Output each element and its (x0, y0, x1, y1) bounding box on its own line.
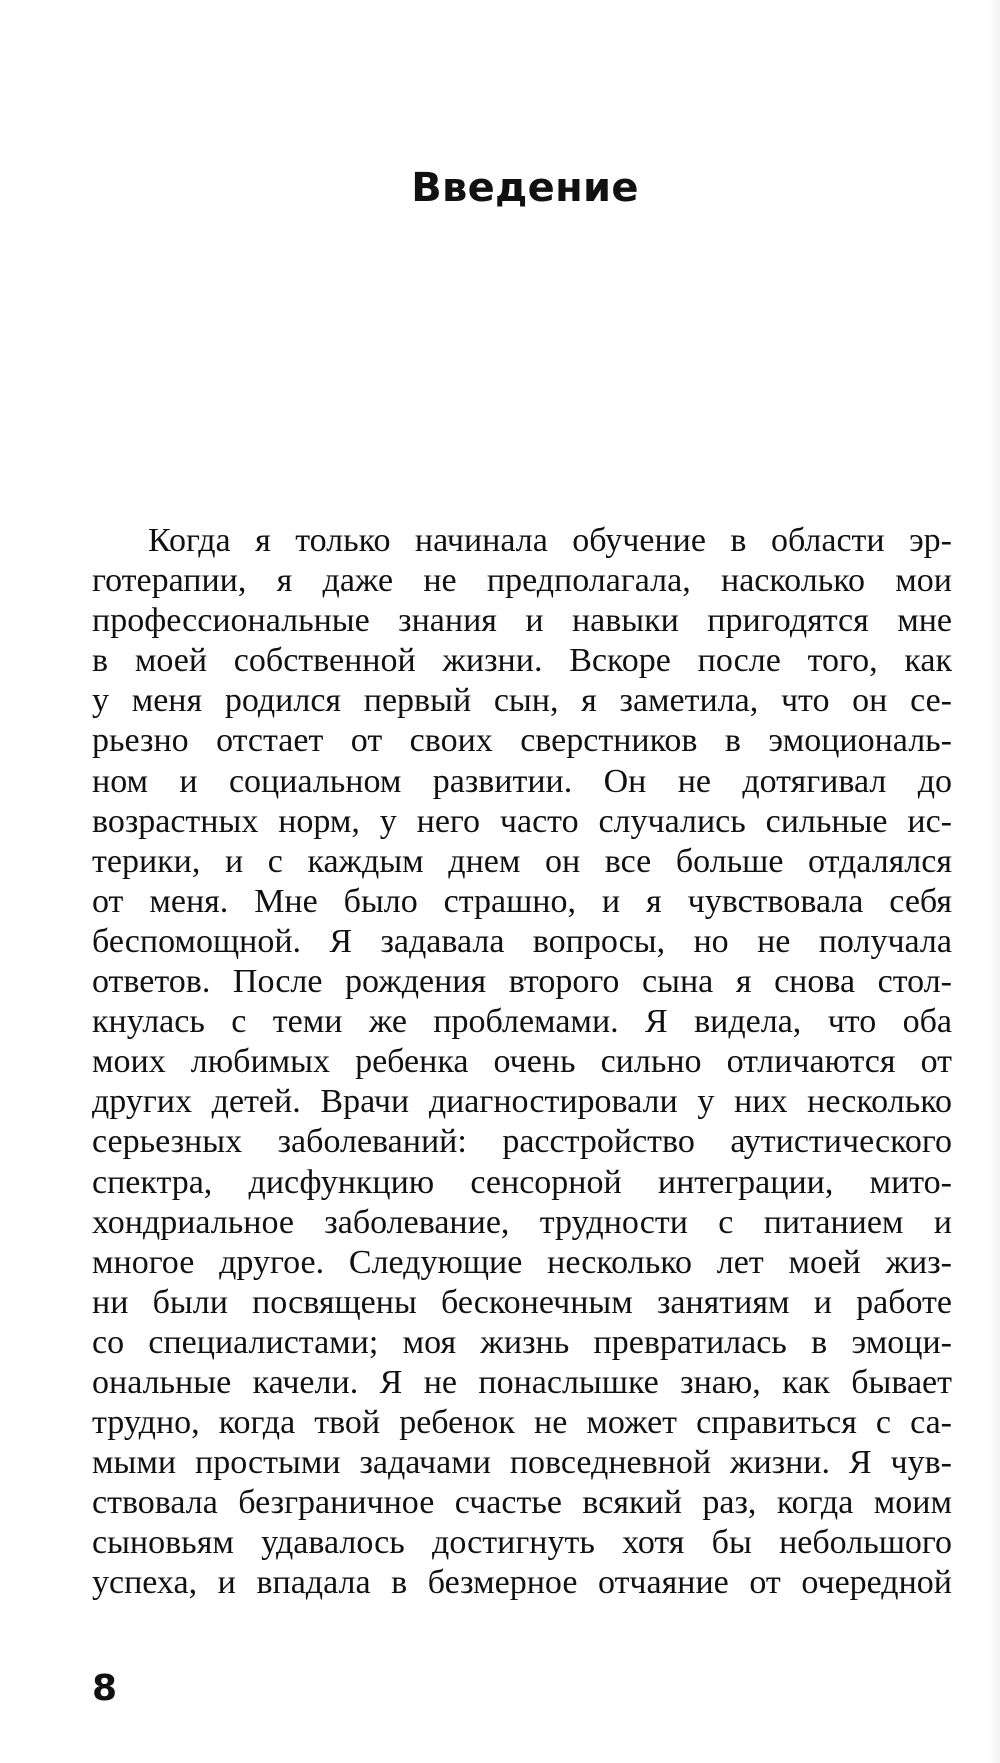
paragraph-line: успеха, и впадала в безмерное отчаяние от очередной (92, 1564, 952, 1602)
paragraph-line: Когда я только начинала обучение в области эр- (148, 522, 952, 559)
paragraph-line: от меня. Мне было страшно, и я чувствовала себя (92, 882, 952, 920)
page-number: 8 (92, 1668, 118, 1709)
paragraph-line: со специалистами; моя жизнь превратилась в эмоци- (92, 1323, 952, 1361)
paragraph-line: хондриальное заболевание, трудности с питанием и (92, 1203, 952, 1241)
paragraph-line: у меня родился первый сын, я заметила, что он се- (92, 682, 952, 720)
paragraph-line: в моей собственной жизни. Вскоре после того, как (92, 642, 952, 680)
chapter-title: Введение (411, 165, 639, 211)
paragraph-line: кнулась с теми же проблемами. Я видела, что оба (92, 1003, 952, 1041)
paragraph-line: других детей. Врачи диагностировали у них несколько (92, 1083, 952, 1121)
body-paragraph (92, 521, 952, 1604)
paragraph-line: рьезно отстает от своих сверстников в эмоциональ- (92, 722, 952, 760)
paragraph-line: профессиональные знания и навыки пригодятся мне (92, 602, 952, 640)
paragraph-line: сыновьям удавалось достигнуть хотя бы небольшого (92, 1524, 952, 1562)
paragraph-line: готерапии, я даже не предполагала, насколько мои (92, 562, 952, 600)
paragraph-line: ствовала безграничное счастье всякий раз, когда моим (92, 1484, 952, 1522)
paragraph-line: трудно, когда твой ребенок не может справиться с са- (92, 1404, 952, 1442)
paragraph-line: мыми простыми задачами повседневной жизни. Я чув- (92, 1444, 952, 1482)
paragraph-line: ном и социальном развитии. Он не дотягивал до (92, 762, 952, 800)
paragraph-line: терики, и с каждым днем он все больше отдалялся (92, 842, 952, 880)
paragraph-line: серьезных заболеваний: расстройство аутистического (92, 1123, 952, 1161)
paragraph-line: спектра, дисфункцию сенсорной интеграции, мито- (92, 1163, 952, 1201)
paragraph-line: ответов. После рождения второго сына я снова стол- (92, 963, 952, 1001)
paragraph-line: беспомощной. Я задавала вопросы, но не получала (92, 922, 952, 960)
paragraph-line: многое другое. Следующие несколько лет моей жиз- (92, 1243, 952, 1281)
paragraph-line: ни были посвящены бесконечным занятиям и работе (92, 1283, 952, 1321)
page-edge-shadow (988, 0, 1000, 1763)
paragraph-line: возрастных норм, у него часто случались сильные ис- (92, 802, 952, 840)
paragraph-line: ональные качели. Я не понаслышке знаю, как бывает (92, 1363, 952, 1401)
paragraph-line: моих любимых ребенка очень сильно отличаются от (92, 1043, 952, 1081)
